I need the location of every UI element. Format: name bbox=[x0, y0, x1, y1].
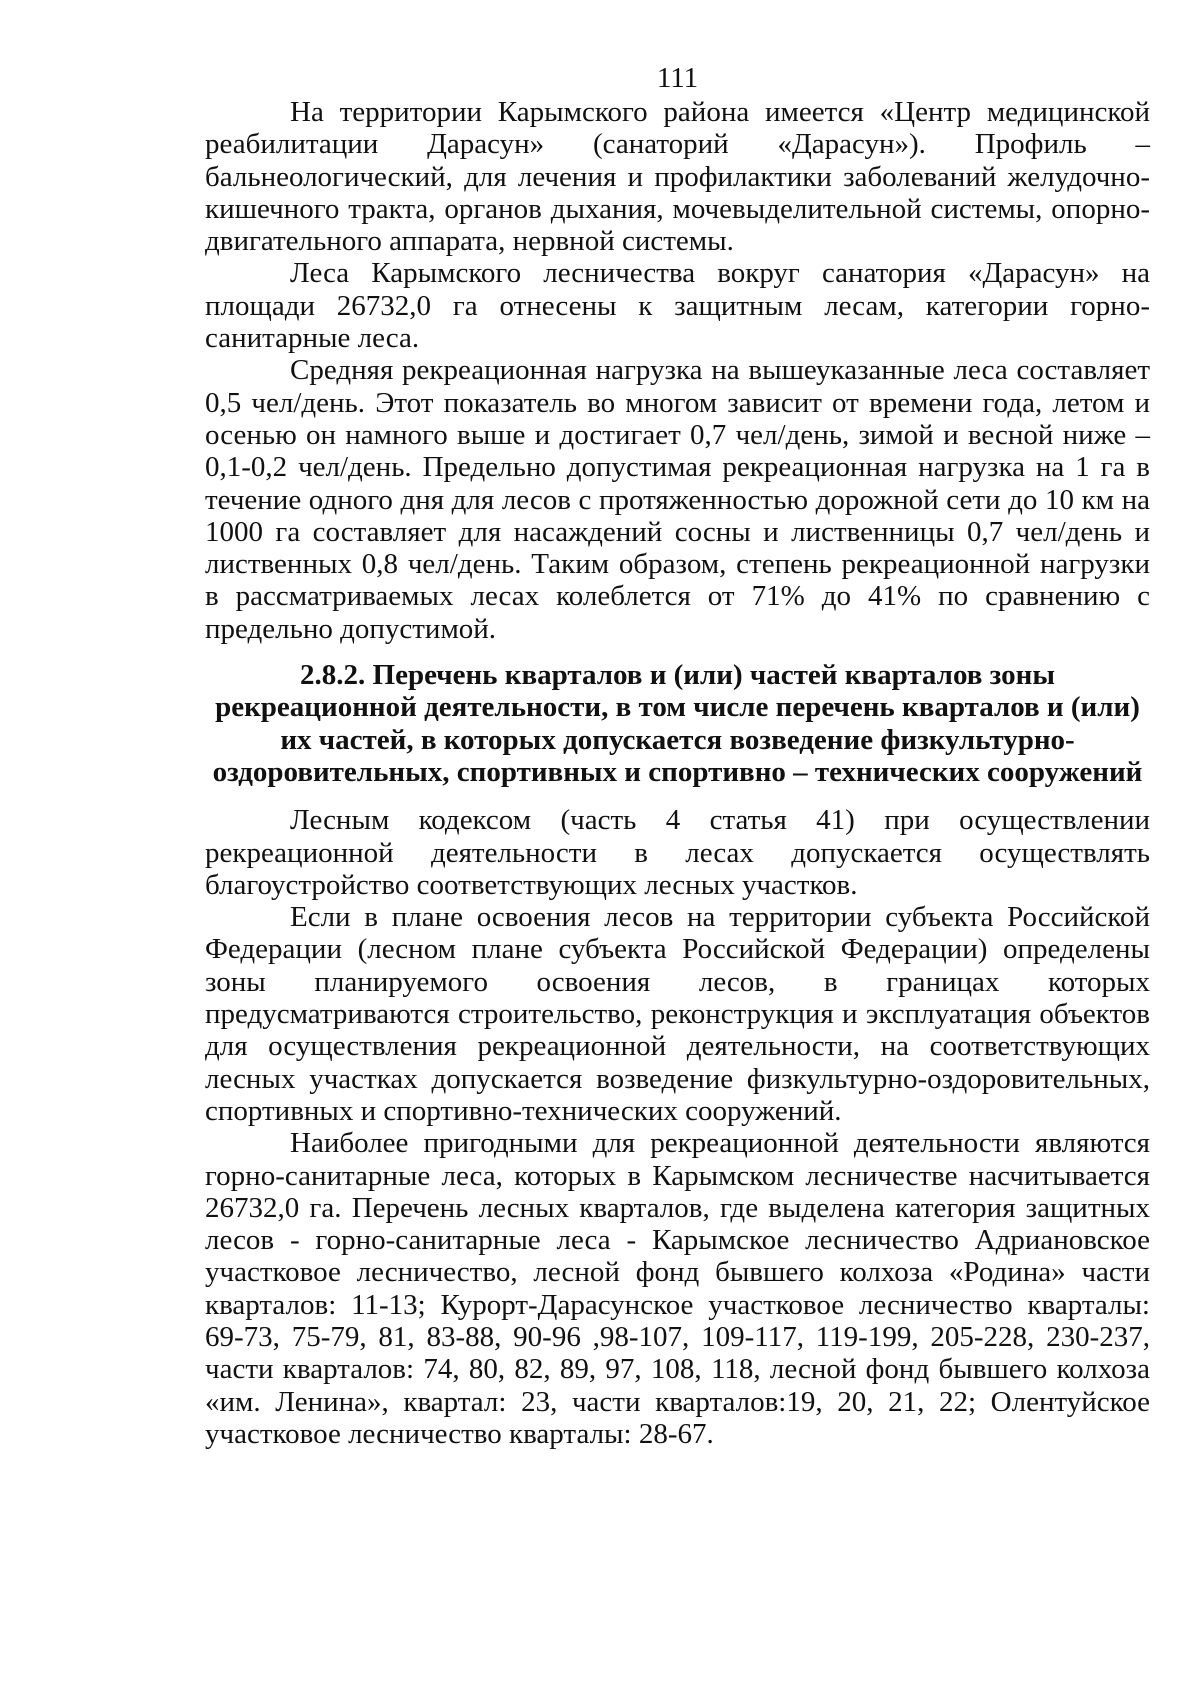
paragraph-quarter-list: Наиболее пригодными для рекреационной деятельности являются горно-санитарные леса, которых в Карымском лесничестве насчитывается 26732,0 га. Перечень лесных кварталов, где выделена категория защитных лесов - горно-санитарные леса - Карымское лесничество Адриановское участковое лесничество, лесной фонд бывшего колхоза «Родина» части кварталов: 11-13; Курорт-Дарасунское участковое лесничество кварталы: 69-73, 75-79, 81, 83-88, 90-96 ,98-107, 109-117, 119-199, 205-228, 230-237, части кварталов: 74, 80, 82, 89, 97, 108, 118, лесной фонд бывшего колхоза «им. Ленина», квартал: 23, части кварталов:19, 20, 21, 22; Олентуйское участковое лесничество кварталы: 28-67. bbox=[205, 1127, 1150, 1450]
paragraph-development-plan: Если в плане освоения лесов на территории субъекта Российской Федерации (лесном плане субъекта Российской Федерации) определены зоны планируемого освоения лесов, в границах которых предусматриваются строительство, реконструкция и эксплуатация объектов для осуществления рекреационной деятельности, на соответствующих лесных участках допускается возведение физкультурно-оздоровительных, спортивных и спортивно-технических сооружений. bbox=[205, 901, 1150, 1127]
paragraph-forest-area: Леса Карымского лесничества вокруг санатория «Дарасун» на площади 26732,0 га отнесены к защитным лесам, категории горно-санитарные леса. bbox=[205, 257, 1150, 355]
paragraph-sanatorium: На территории Карымского района имеется «Центр медицинской реабилитации Дарасун» (санаторий «Дарасун»). Профиль – бальнеологический, для лечения и профилактики заболеваний желудочно-кишечного тракта, органов дыхания, мочевыделительной системы, опорно-двигательного аппарата, нервной системы. bbox=[205, 96, 1150, 258]
page-number: 111 bbox=[656, 62, 699, 94]
section-heading: 2.8.2. Перечень кварталов и (или) частей кварталов зоны рекреационной деятельности, в том числе перечень кварталов и (или) их частей, в которых допускается возведение физкультурно-оздоровительных, спортивных и спортивно – технических сооружений bbox=[212, 659, 1143, 788]
paragraph-forest-code: Лесным кодексом (часть 4 статья 41) при осуществлении рекреационной деятельности в лесах допускается осуществлять благоустройство соответствующих лесных участков. bbox=[205, 804, 1150, 901]
document-page bbox=[205, 62, 1150, 1450]
paragraph-recreational-load: Средняя рекреационная нагрузка на вышеуказанные леса составляет 0,5 чел/день. Этот показатель во многом зависит от времени года, летом и осенью он намного выше и достигает 0,7 чел/день, зимой и весной ниже – 0,1-0,2 чел/день. Предельно допустимая рекреационная нагрузка на 1 га в течение одного дня для лесов с протяженностью дорожной сети до 10 км на 1000 га составляет для насаждений сосны и лиственницы 0,7 чел/день и лиственных 0,8 чел/день. Таким образом, степень рекреационной нагрузки в рассматриваемых лесах колеблется от 71% до 41% по сравнению с предельно допустимой. bbox=[205, 354, 1150, 645]
